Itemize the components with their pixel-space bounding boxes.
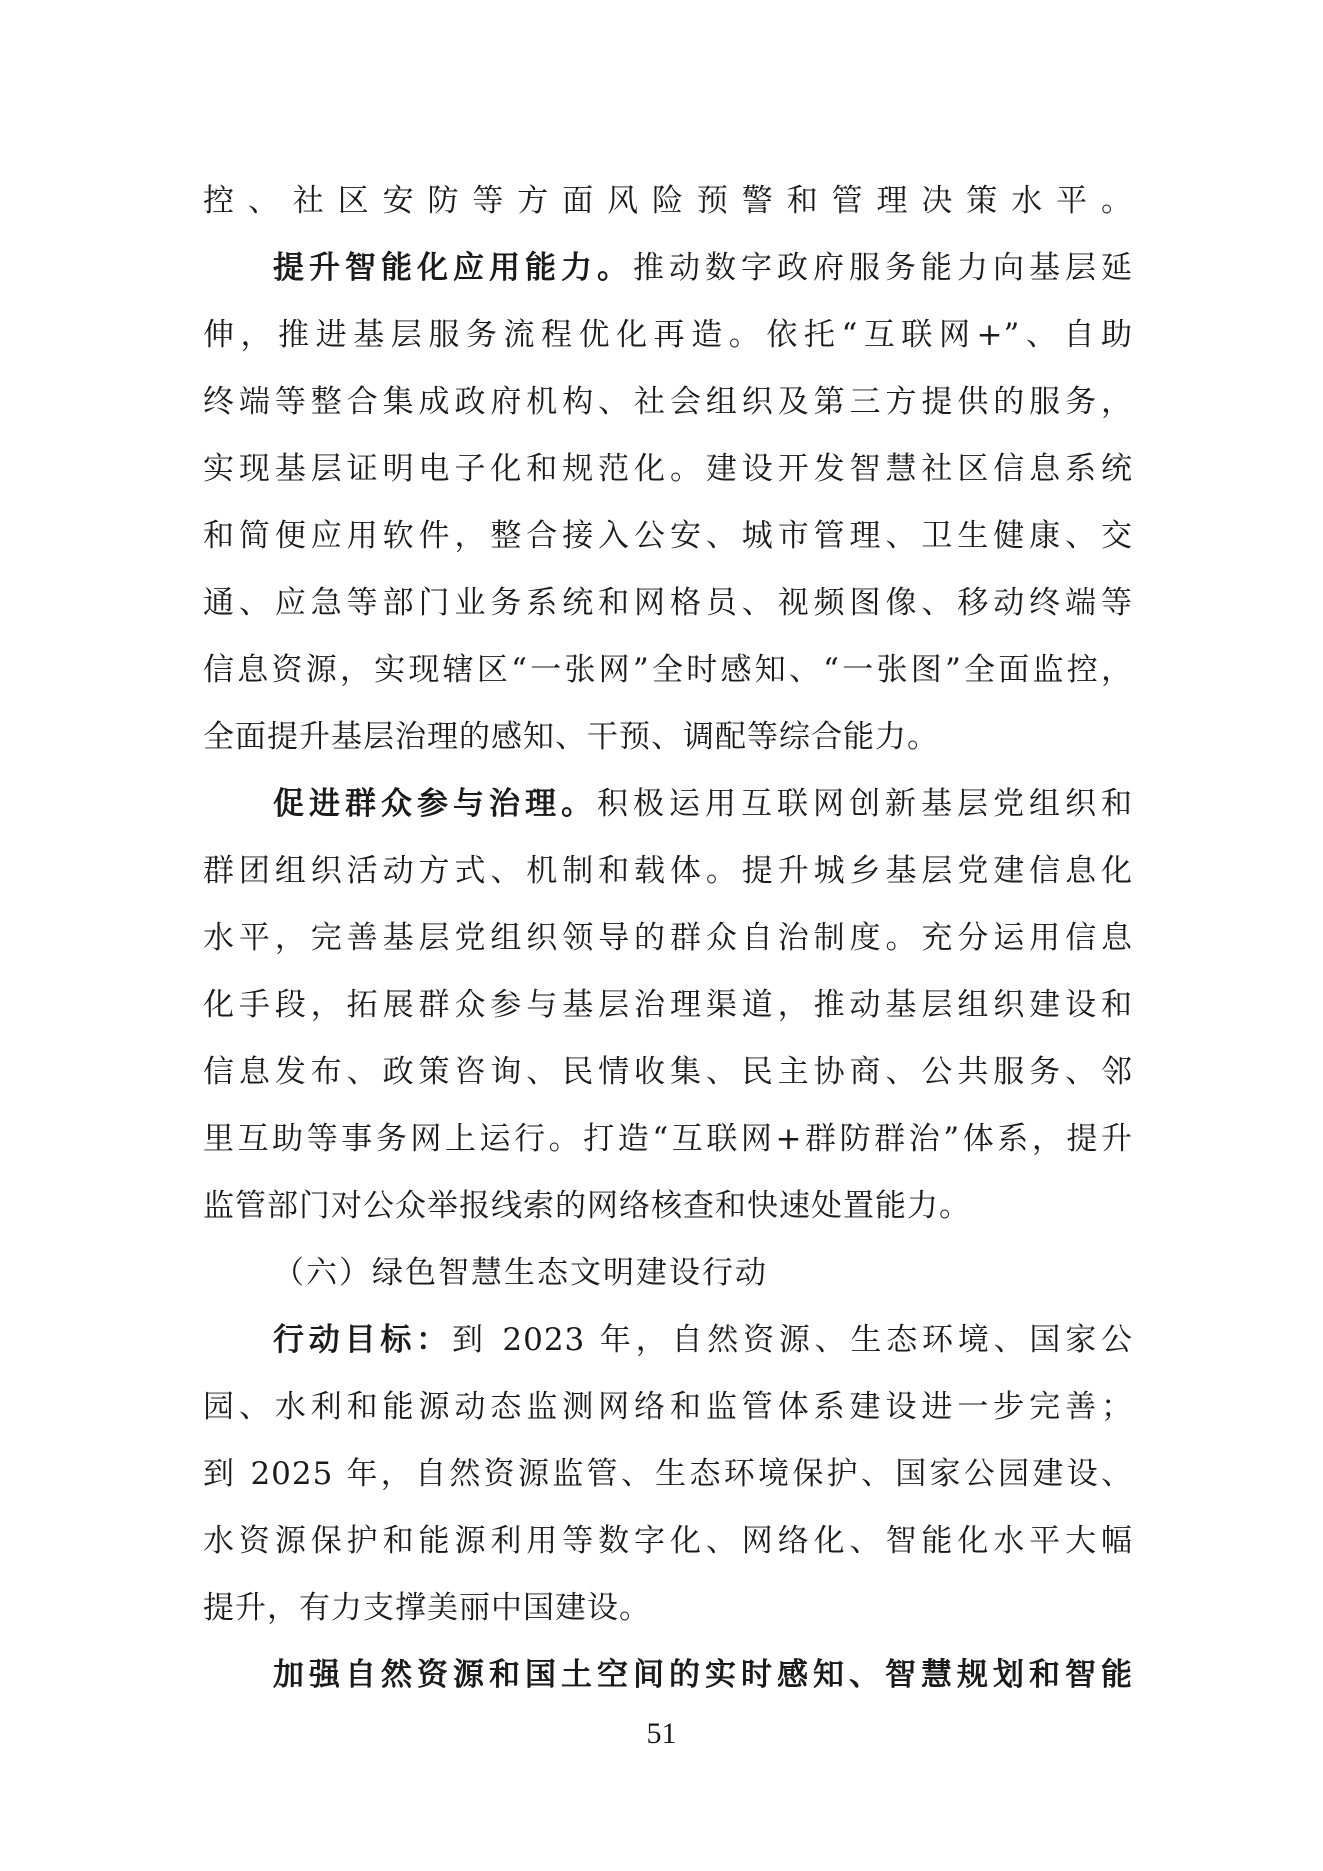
- paragraph-1-rest: 推动数字政府服务能力向基层延: [633, 250, 1133, 286]
- text-line-16: 监管部门对公众举报线索的网络核查和快速处置能力。: [203, 1188, 971, 1224]
- text-line-13: 化手段，拓展群众参与基层治理渠道，推动基层组织建设和: [203, 987, 1133, 1023]
- paragraph-2-rest: 积极运用互联网创新基层党组织和: [597, 786, 1133, 822]
- paragraph-4-first-line: 加强自然资源和国土空间的实时感知、智慧规划和智能: [273, 1657, 1133, 1693]
- paragraph-3-lead: 行动目标：: [273, 1322, 452, 1358]
- page-number: 51: [646, 1717, 677, 1750]
- text-line-1-content: 控、社区安防等方面风险预警和管理决策水平。: [203, 183, 1133, 219]
- text-line-4: 终端等整合集成政府机构、社会组织及第三方提供的服务，: [203, 384, 1133, 420]
- paragraph-2-lead: 促进群众参与治理。: [273, 786, 597, 822]
- text-line-3: 伸，推进基层服务流程优化再造。依托“互联网+”、自助: [203, 317, 1133, 353]
- text-line-5: 实现基层证明电子化和规范化。建设开发智慧社区信息系统: [203, 451, 1133, 487]
- text-line-7: 通、应急等部门业务系统和网格员、视频图像、移动终端等: [203, 585, 1133, 621]
- text-line-21: 水资源保护和能源利用等数字化、网络化、智能化水平大幅: [203, 1523, 1133, 1559]
- paragraph-3-first-line: [273, 1320, 1133, 1360]
- text-line-15: 里互助等事务网上运行。打造“互联网+群防群治”体系，提升: [203, 1121, 1133, 1157]
- paragraph-2-first-line: [273, 784, 1133, 824]
- text-line-19: 园、水利和能源动态监测网络和监管体系建设进一步完善；: [203, 1389, 1133, 1425]
- text-line-22: 提升，有力支撑美丽中国建设。: [203, 1590, 651, 1626]
- paragraph-1-first-line: [273, 248, 1133, 288]
- text-line-11: 群团组织活动方式、机制和载体。提升城乡基层党建信息化: [203, 853, 1133, 889]
- paragraph-3-rest: 到 2023 年，自然资源、生态环境、国家公: [451, 1322, 1133, 1358]
- text-line-1: [203, 181, 1133, 221]
- text-line-9: 全面提升基层治理的感知、干预、调配等综合能力。: [203, 719, 939, 755]
- text-line-20: 到 2025 年，自然资源监管、生态环境保护、国家公园建设、: [203, 1456, 1133, 1492]
- text-line-8: 信息资源，实现辖区“一张网”全时感知、“一张图”全面监控，: [203, 652, 1133, 688]
- text-line-14: 信息发布、政策咨询、民情收集、民主协商、公共服务、邻: [203, 1054, 1133, 1090]
- section-heading-6: （六）绿色智慧生态文明建设行动: [273, 1255, 768, 1291]
- text-line-6: 和简便应用软件，整合接入公安、城市管理、卫生健康、交: [203, 518, 1133, 554]
- text-line-12: 水平，完善基层党组织领导的群众自治制度。充分运用信息: [203, 920, 1133, 956]
- paragraph-1-lead: 提升智能化应用能力。: [273, 250, 633, 286]
